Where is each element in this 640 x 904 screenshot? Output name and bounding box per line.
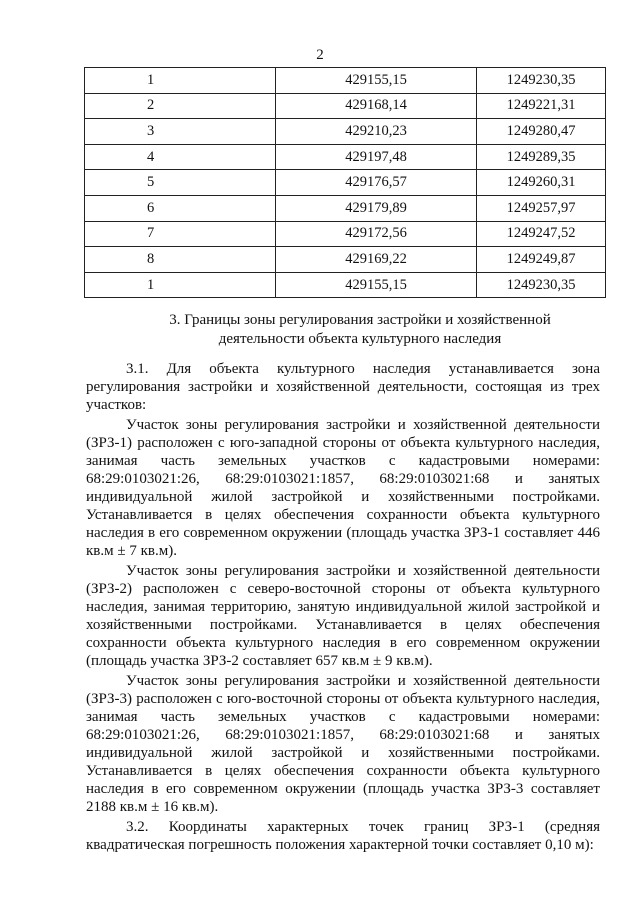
y-coordinate-cell: 1249221,31 bbox=[477, 93, 606, 119]
point-number-cell: 1 bbox=[85, 272, 276, 298]
point-number-cell: 2 bbox=[85, 93, 276, 119]
x-coordinate-cell: 429179,89 bbox=[276, 195, 477, 221]
y-coordinate-cell: 1249249,87 bbox=[477, 247, 606, 273]
y-coordinate-cell: 1249289,35 bbox=[477, 144, 606, 170]
y-coordinate-cell: 1249257,97 bbox=[477, 195, 606, 221]
body-text bbox=[86, 360, 600, 856]
point-number-cell: 4 bbox=[85, 144, 276, 170]
table-row bbox=[85, 119, 606, 145]
x-coordinate-cell: 429172,56 bbox=[276, 221, 477, 247]
point-number-cell: 1 bbox=[85, 68, 276, 94]
point-number-cell: 5 bbox=[85, 170, 276, 196]
x-coordinate-cell: 429155,15 bbox=[276, 68, 477, 94]
y-coordinate-cell: 1249260,31 bbox=[477, 170, 606, 196]
y-coordinate-cell: 1249247,52 bbox=[477, 221, 606, 247]
paragraph-zrz-1: Участок зоны регулирования застройки и хозяйственной деятельности (ЗРЗ-1) расположен с юго-западной стороны от объекта культурного наследия, занимая часть земельных участков с кадастровыми номерами: 68:29:0103021:26, 68:29:0103021:1857, 68:29:0103021:68 и занятых индивидуальной жилой застройкой и хозяйственными постройками. Устанавливается в целях обеспечения сохранности объекта культурного наследия в его современном окружении (площадь участка ЗРЗ-1 составляет 446 кв.м ± 7 кв.м). bbox=[86, 417, 600, 559]
point-number-cell: 3 bbox=[85, 119, 276, 145]
x-coordinate-cell: 429197,48 bbox=[276, 144, 477, 170]
table-row bbox=[85, 272, 606, 298]
coordinates-table bbox=[84, 67, 606, 298]
table-row bbox=[85, 170, 606, 196]
x-coordinate-cell: 429155,15 bbox=[276, 272, 477, 298]
y-coordinate-cell: 1249280,47 bbox=[477, 119, 606, 145]
y-coordinate-cell: 1249230,35 bbox=[477, 272, 606, 298]
point-number-cell: 6 bbox=[85, 195, 276, 221]
table-row bbox=[85, 247, 606, 273]
table-row bbox=[85, 93, 606, 119]
section-title: 3. Границы зоны регулирования застройки и хозяйственной деятельности объекта культурного наследия bbox=[169, 312, 551, 347]
paragraph-3-1: 3.1. Для объекта культурного наследия устанавливается зона регулирования застройки и хозяйственной деятельности, состоящая из трех участков: bbox=[86, 361, 600, 413]
paragraph-zrz-3: Участок зоны регулирования застройки и хозяйственной деятельности (ЗРЗ-3) расположен с юго-восточной стороны от объекта культурного наследия, занимая часть земельных участков с кадастровыми номерами: 68:29:0103021:26, 68:29:0103021:1857, 68:29:0103021:68 и занятых индивидуальной жилой застройкой и хозяйственными постройками. Устанавливается в целях обеспечения сохранности объекта культурного наследия в его современном окружении (площадь участка ЗРЗ-3 составляет 2188 кв.м ± 16 кв.м). bbox=[86, 673, 600, 815]
x-coordinate-cell: 429168,14 bbox=[276, 93, 477, 119]
table-row bbox=[85, 144, 606, 170]
point-number-cell: 7 bbox=[85, 221, 276, 247]
x-coordinate-cell: 429169,22 bbox=[276, 247, 477, 273]
y-coordinate-cell: 1249230,35 bbox=[477, 68, 606, 94]
table-row bbox=[85, 195, 606, 221]
x-coordinate-cell: 429176,57 bbox=[276, 170, 477, 196]
page-number: 2 bbox=[316, 47, 324, 63]
x-coordinate-cell: 429210,23 bbox=[276, 119, 477, 145]
point-number-cell: 8 bbox=[85, 247, 276, 273]
paragraph-3-2: 3.2. Координаты характерных точек границ ЗРЗ-1 (средняя квадратическая погрешность положения характерной точки составляет 0,10 м): bbox=[86, 819, 600, 853]
table-row bbox=[85, 68, 606, 94]
paragraph-zrz-2: Участок зоны регулирования застройки и хозяйственной деятельности (ЗРЗ-2) расположен с северо-восточной стороны от объекта культурного наследия, занимая территорию, занятую индивидуальной жилой застройкой и хозяйственными постройками. Устанавливается в целях обеспечения сохранности объекта культурного наследия в его современном окружении (площадь участка ЗРЗ-2 составляет 657 кв.м ± 9 кв.м). bbox=[86, 563, 600, 669]
table-row bbox=[85, 221, 606, 247]
